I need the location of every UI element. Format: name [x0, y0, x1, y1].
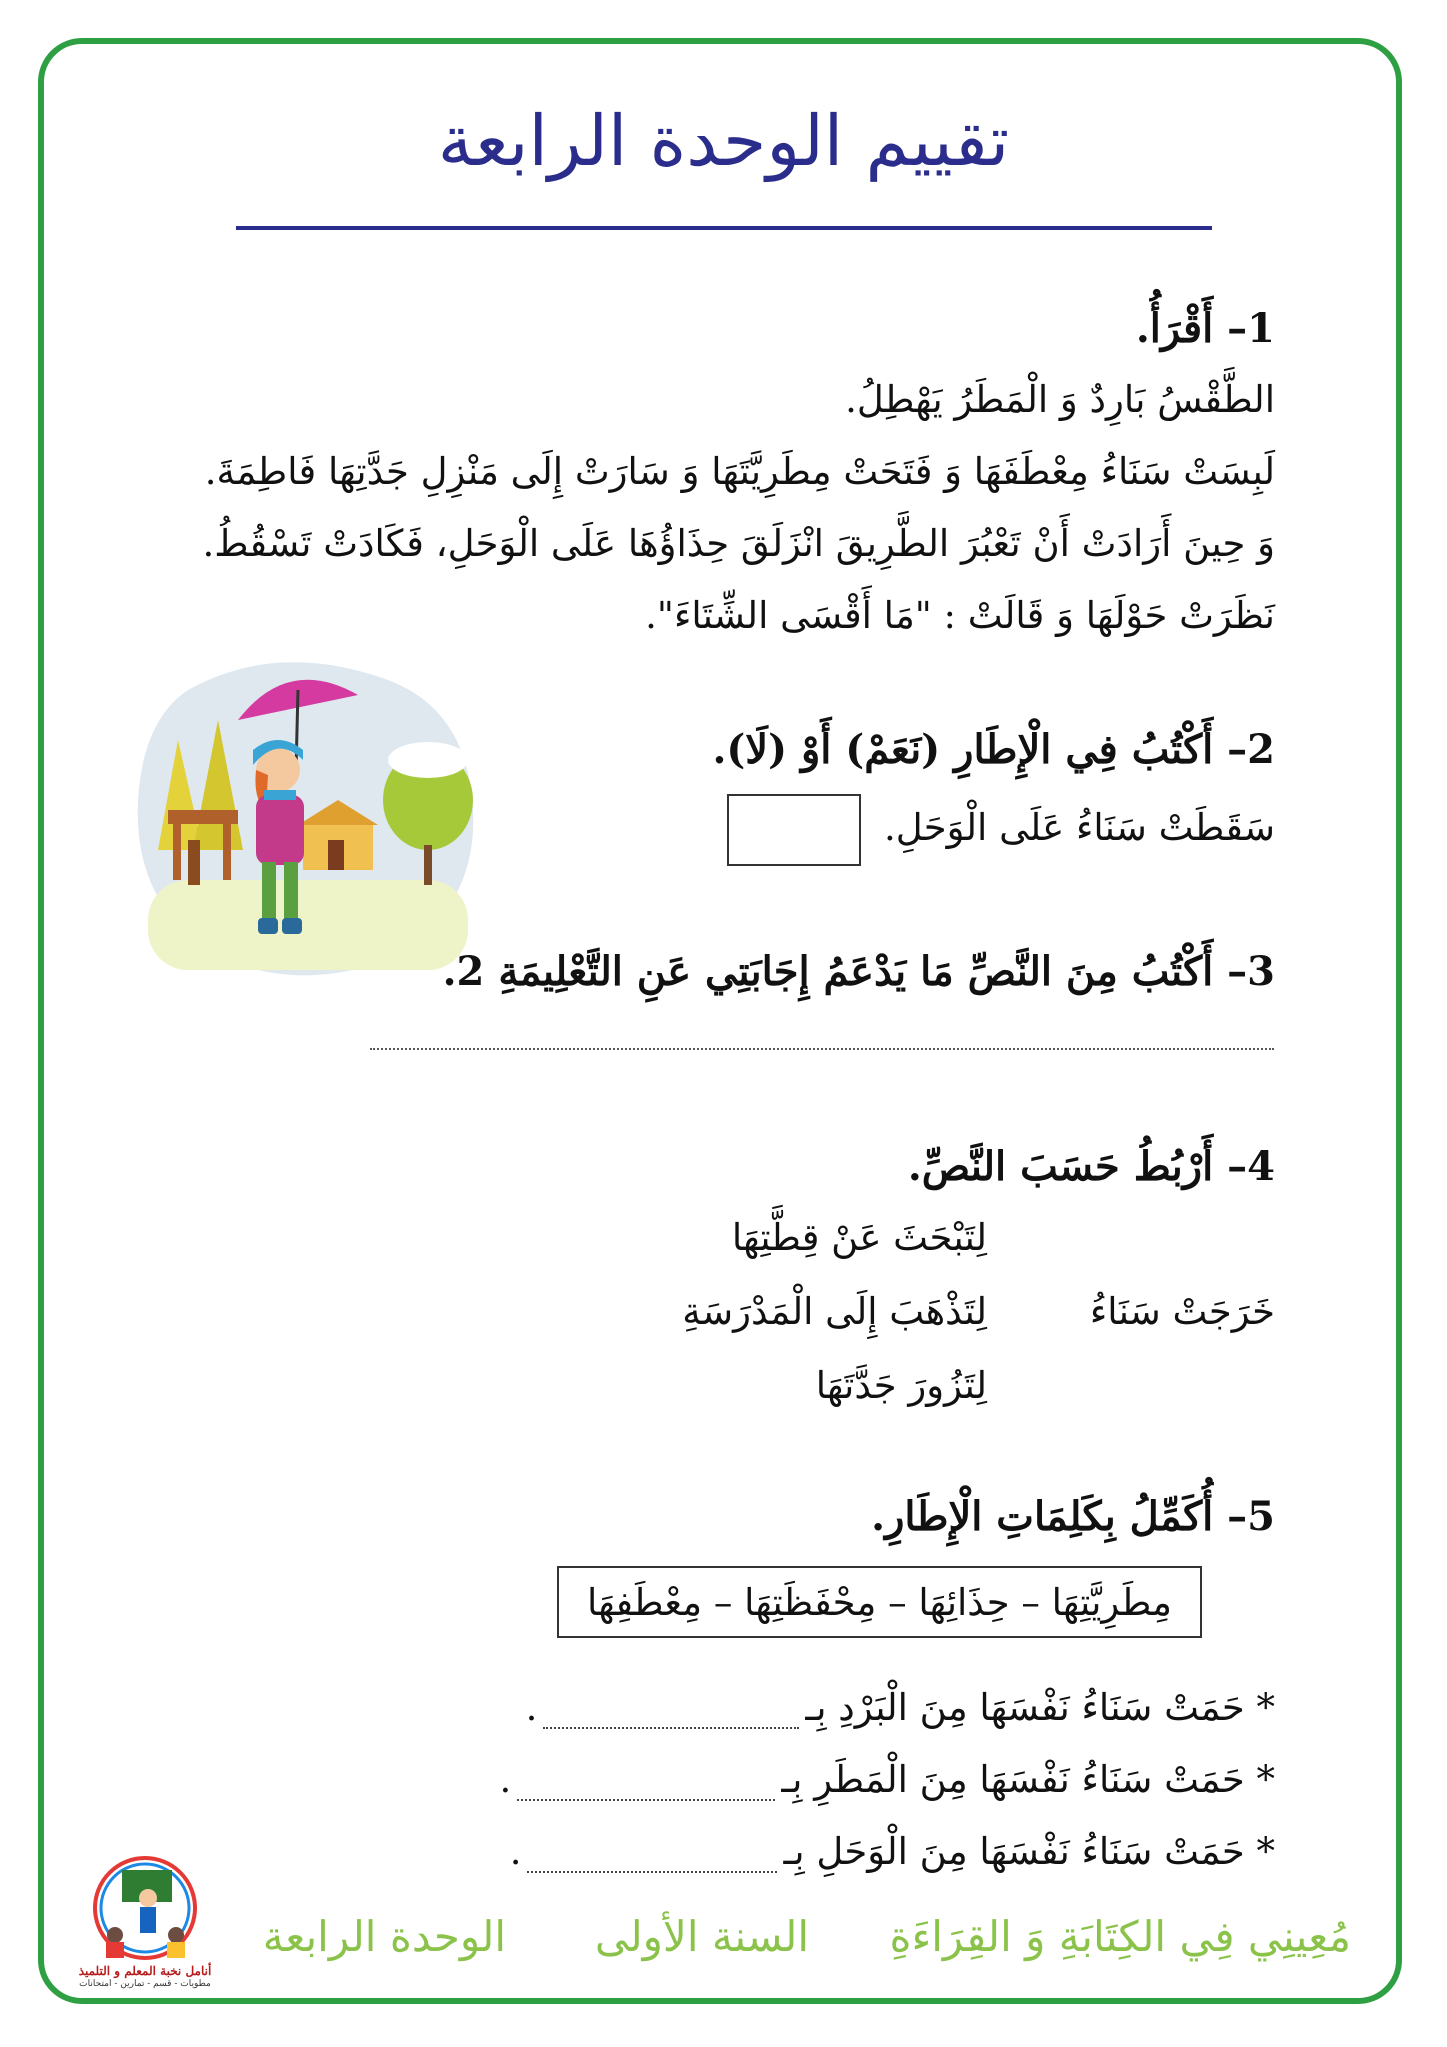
- q1-heading: 1– أَقْرَأُ.: [1135, 305, 1275, 352]
- q4-option-2[interactable]: لِتَذْهَبَ إِلَى الْمَدْرَسَةِ: [682, 1290, 987, 1333]
- logo-subtitle: مطويات - قسم - تمارين - امتحانات: [79, 1979, 211, 1989]
- q4-option-3[interactable]: لِتَزُورَ جَدَّتَهَا: [815, 1364, 987, 1407]
- publisher-logo: [70, 1850, 220, 1990]
- footer-unit: الوحدة الرابعة: [262, 1912, 506, 1961]
- q3-answer-line[interactable]: [370, 1048, 1274, 1050]
- q5-sentence-2-end: .: [499, 1758, 512, 1801]
- q5-blank-3[interactable]: [527, 1841, 777, 1873]
- footer-book-title: مُعِينِي فِي الكِتَابَةِ وَ القِرَاءَةِ: [889, 1912, 1351, 1961]
- q2-answer-box[interactable]: [727, 794, 861, 866]
- q5-sentence-2-text: * حَمَتْ سَنَاءُ نَفْسَهَا مِنَ الْمَطَرِ بِـ: [781, 1758, 1275, 1801]
- q2-heading: 2– أَكْتُبُ فِي الْإِطَارِ (نَعَمْ) أَوْ (لَا).: [712, 726, 1275, 773]
- q4-option-1[interactable]: لِتَبْحَثَ عَنْ قِطَّتِهَا: [731, 1216, 987, 1259]
- q2-statement: سَقَطَتْ سَنَاءُ عَلَى الْوَحَلِ.: [883, 806, 1275, 849]
- q4-heading: 4– أَرْبُطُ حَسَبَ النَّصِّ.: [907, 1143, 1275, 1190]
- girl-umbrella-illustration: [128, 650, 480, 982]
- q5-blank-2[interactable]: [517, 1769, 775, 1801]
- title-underline: [236, 226, 1212, 230]
- q1-line-3: وَ حِينَ أَرَادَتْ أَنْ تَعْبُرَ الطَّرِيقَ انْزَلَقَ حِذَاؤُهَا عَلَى الْوَحَلِ، فَكَادَتْ تَسْقُطُ.: [202, 522, 1275, 565]
- q5-sentence-3-end: .: [509, 1830, 522, 1873]
- q5-word-bank-text: مِطَرِيَّتِهَا – حِذَائِهَا – مِحْفَظَتِهَا – مِعْطَفِهَا: [587, 1580, 1172, 1624]
- q1-line-2: لَبِسَتْ سَنَاءُ مِعْطَفَهَا وَ فَتَحَتْ مِطَرِيَّتَهَا وَ سَارَتْ إِلَى مَنْزِلِ جَدَّتِهَا فَاطِمَةَ.: [204, 450, 1275, 493]
- q5-sentence-1-end: .: [525, 1686, 538, 1729]
- q5-sentence-2: [500, 1758, 1275, 1801]
- footer-level: السنة الأولى: [594, 1912, 809, 1961]
- q3-heading: 3– أَكْتُبُ مِنَ النَّصِّ مَا يَدْعَمُ إِجَابَتِي عَنِ التَّعْلِيمَةِ 2.: [442, 948, 1275, 995]
- logo-name: أنامل نخبة المعلم و التلميذ: [78, 1964, 212, 1978]
- page-title: تقييم الوحدة الرابعة: [437, 100, 1010, 182]
- q5-sentence-3-text: * حَمَتْ سَنَاءُ نَفْسَهَا مِنَ الْوَحَلِ بِـ: [783, 1830, 1275, 1873]
- q5-sentence-1-text: * حَمَتْ سَنَاءُ نَفْسَهَا مِنَ الْبَرْدِ بِـ: [805, 1686, 1275, 1729]
- q5-sentence-1: [526, 1686, 1275, 1729]
- q5-sentence-3: [510, 1830, 1275, 1873]
- q5-word-bank: [557, 1566, 1202, 1638]
- teacher-students-icon: [70, 1850, 220, 1960]
- q5-heading: 5– أُكَمِّلُ بِكَلِمَاتِ الْإِطَارِ.: [871, 1493, 1275, 1540]
- q5-blank-1[interactable]: [543, 1697, 799, 1729]
- q4-left-item[interactable]: خَرَجَتْ سَنَاءُ: [1089, 1290, 1275, 1333]
- q1-line-1: الطَّقْسُ بَارِدٌ وَ الْمَطَرُ يَهْطِلُ.: [845, 378, 1275, 421]
- q1-line-4: نَظَرَتْ حَوْلَهَا وَ قَالَتْ : "مَا أَقْسَى الشِّتَاءَ".: [645, 594, 1275, 637]
